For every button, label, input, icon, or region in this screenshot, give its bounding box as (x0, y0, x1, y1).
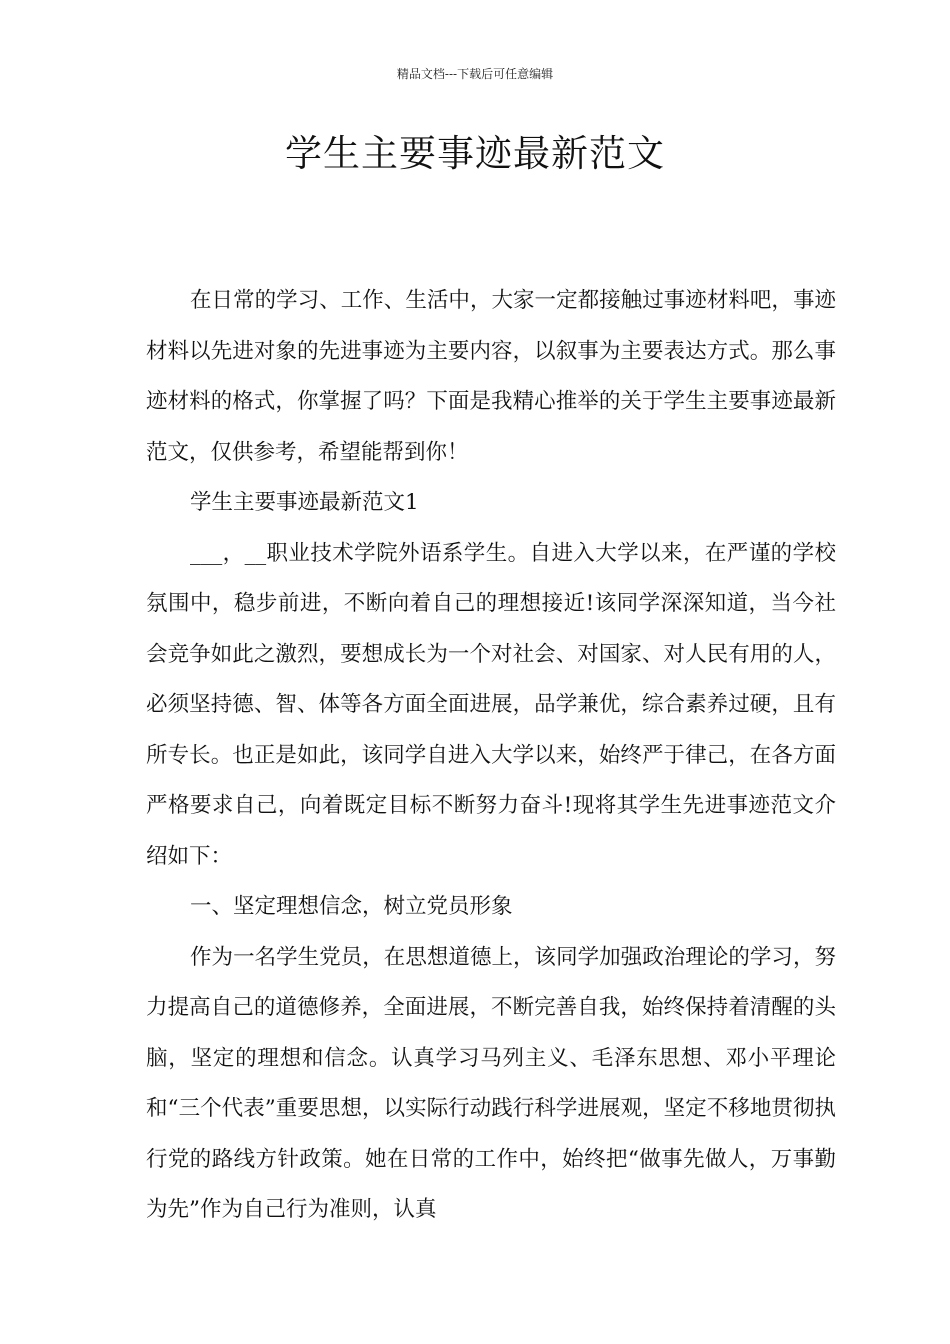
section-heading-sample-1: 学生主要事迹最新范文1 (190, 490, 419, 515)
paragraph-intro: 在日常的学习、工作、生活中，大家一定都接触过事迹材料吧，事迹材料以先进对象的先进事迹为主要内容，以叙事为主要表达方式。那么事迹材料的格式，你掌握了吗？下面是我精心推举的关于学生主要事迹最新范文，仅供参考，希望能帮到你！ (146, 288, 836, 465)
section-heading-ideals: 一、坚定理想信念，树立党员形象 (190, 894, 513, 919)
document-body (146, 276, 836, 1236)
paragraph-party-member: 作为一名学生党员，在思想道德上，该同学加强政治理论的学习，努力提高自己的道德修养，全面进展，不断完善自我，始终保持着清醒的头脑，坚定的理想和信念。认真学习马列主义、毛泽东思想、邓小平理论和“三个代表”重要思想，以实际行动践行科学进展观，坚定不移地贯彻执行党的路线方针政策。她在日常的工作中，始终把“做事先做人，万事勤为先”作为自己行为准则，认真 (146, 944, 836, 1222)
paragraph-student-profile: ___，__职业技术学院外语系学生。自进入大学以来，在严谨的学校氛围中，稳步前进，不断向着自己的理想接近!该同学深深知道，当今社会竞争如此之激烈，要想成长为一个对社会、对国家、对人民有用的人，必须坚持德、智、体等各方面全面进展，品学兼优，综合素养过硬，且有所专长。也正是如此，该同学自进入大学以来，始终严于律己，在各方面严格要求自己，向着既定目标不断努力奋斗!现将其学生先进事迹范文介绍如下： (146, 540, 836, 869)
header-note: 精品文档---下载后可任意编辑 (396, 67, 554, 81)
document-title: 学生主要事迹最新范文 (285, 132, 665, 175)
